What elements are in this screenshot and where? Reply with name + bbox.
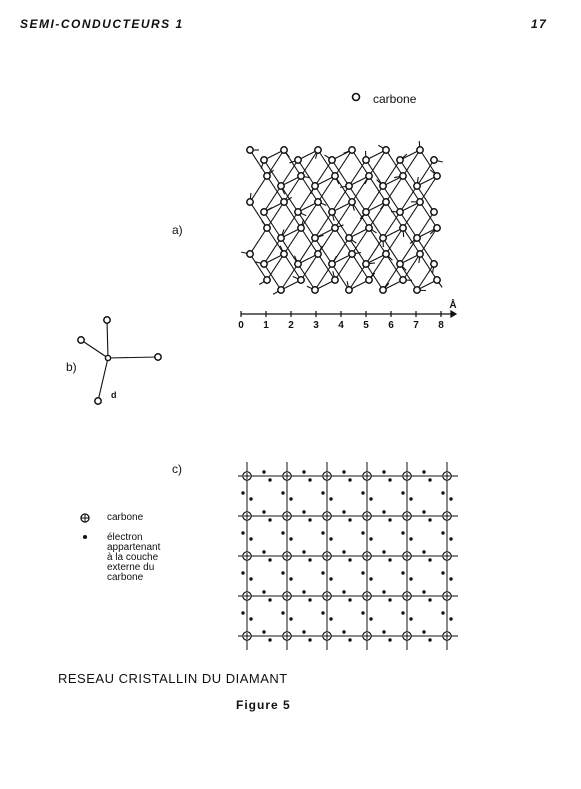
tetra-neighbor-atom xyxy=(78,337,84,343)
electron xyxy=(361,611,364,614)
electron xyxy=(422,470,425,473)
electron xyxy=(342,590,345,593)
electron xyxy=(382,590,385,593)
electron xyxy=(422,630,425,633)
electron xyxy=(321,571,324,574)
scale-tick-label: 3 xyxy=(313,320,319,331)
electron xyxy=(361,571,364,574)
electron xyxy=(302,550,305,553)
tetrahedral-bond-diagram xyxy=(78,317,161,404)
carbon-atom xyxy=(312,287,318,293)
electron xyxy=(348,598,351,601)
electron xyxy=(262,550,265,553)
diamond-lattice-3d xyxy=(241,141,443,294)
electron xyxy=(388,638,391,641)
electron-legend-text xyxy=(107,533,160,583)
electron xyxy=(348,558,351,561)
electron xyxy=(388,598,391,601)
carbon-atom xyxy=(431,157,437,163)
lattice-bond xyxy=(250,228,267,254)
scale-tick-label: 7 xyxy=(413,320,419,331)
electron xyxy=(262,510,265,513)
electron xyxy=(249,537,252,540)
electron-legend-symbol xyxy=(83,535,87,539)
carbon-atom xyxy=(281,199,287,205)
electron xyxy=(281,531,284,534)
lattice-bond xyxy=(250,176,267,202)
electron xyxy=(361,491,364,494)
electron xyxy=(401,531,404,534)
carbon-atom xyxy=(312,235,318,241)
electron xyxy=(329,617,332,620)
carbon-atom xyxy=(261,261,267,267)
carbon-atom xyxy=(315,199,321,205)
carbon-atom xyxy=(380,287,386,293)
electron xyxy=(409,577,412,580)
electron xyxy=(321,531,324,534)
carbon-atom xyxy=(264,225,270,231)
carbon-atom xyxy=(264,173,270,179)
electron xyxy=(329,537,332,540)
electron xyxy=(382,630,385,633)
electron xyxy=(422,550,425,553)
scale-tick-label: 6 xyxy=(388,320,394,331)
running-header: SEMI-CONDUCTEURS 1 xyxy=(20,17,184,31)
electron xyxy=(441,531,444,534)
electron xyxy=(289,617,292,620)
figure-caption-title: RESEAU CRISTALLIN DU DIAMANT xyxy=(58,671,288,686)
carbon-atom xyxy=(261,209,267,215)
carbon-atom xyxy=(247,251,253,257)
carbon-atom xyxy=(366,225,372,231)
electron xyxy=(268,638,271,641)
electron xyxy=(369,497,372,500)
electron xyxy=(388,478,391,481)
tetra-bond xyxy=(107,320,108,358)
electron xyxy=(428,598,431,601)
electron xyxy=(289,497,292,500)
electron xyxy=(342,630,345,633)
electron xyxy=(281,491,284,494)
electron xyxy=(262,590,265,593)
scale-tick-label: 0 xyxy=(238,320,244,331)
electron xyxy=(289,537,292,540)
electron xyxy=(428,638,431,641)
electron xyxy=(428,558,431,561)
electron xyxy=(241,491,244,494)
carbon-atom xyxy=(346,287,352,293)
carbon-atom xyxy=(295,157,301,163)
electron xyxy=(268,518,271,521)
carbon-atom xyxy=(400,173,406,179)
carbon-atom xyxy=(383,251,389,257)
electron xyxy=(249,577,252,580)
carbon-atom xyxy=(315,147,321,153)
figure-number: Figure 5 xyxy=(236,698,291,712)
electron xyxy=(449,577,452,580)
carbon-atom xyxy=(417,199,423,205)
electron xyxy=(268,598,271,601)
carbon-atom xyxy=(332,173,338,179)
electron xyxy=(321,491,324,494)
tetra-neighbor-atom xyxy=(155,354,161,360)
carbon-atom xyxy=(346,235,352,241)
electron xyxy=(329,497,332,500)
electron xyxy=(401,611,404,614)
carbon-legend-symbol-c xyxy=(81,514,89,522)
carbon-atom xyxy=(281,147,287,153)
carbon-atom xyxy=(380,235,386,241)
carbon-atom xyxy=(247,147,253,153)
tetra-neighbor-atom xyxy=(104,317,110,323)
electron xyxy=(241,571,244,574)
carbon-atom xyxy=(247,199,253,205)
electron xyxy=(342,510,345,513)
carbon-atom xyxy=(329,157,335,163)
carbon-atom xyxy=(278,235,284,241)
electron xyxy=(409,617,412,620)
electron xyxy=(308,478,311,481)
carbon-atom xyxy=(431,261,437,267)
electron xyxy=(422,510,425,513)
carbon-legend-label-a: carbone xyxy=(373,92,417,106)
carbon-atom xyxy=(417,251,423,257)
electron xyxy=(342,470,345,473)
carbon-atom xyxy=(298,173,304,179)
carbon-atom xyxy=(349,251,355,257)
electron xyxy=(409,497,412,500)
electron xyxy=(449,617,452,620)
carbon-atom xyxy=(295,261,301,267)
carbon-atom xyxy=(366,173,372,179)
electron xyxy=(369,537,372,540)
electron xyxy=(308,598,311,601)
electron xyxy=(388,558,391,561)
carbon-atom xyxy=(434,173,440,179)
carbon-atom xyxy=(414,235,420,241)
scale-unit-label: Å xyxy=(449,300,457,311)
carbon-atom xyxy=(383,147,389,153)
electron xyxy=(281,611,284,614)
carbon-atom xyxy=(414,287,420,293)
electron-legend-line: à la couche xyxy=(107,552,159,563)
electron xyxy=(441,611,444,614)
part-b-label: b) xyxy=(66,360,77,374)
carbon-atom xyxy=(278,287,284,293)
electron xyxy=(409,537,412,540)
electron xyxy=(302,630,305,633)
carbon-atom xyxy=(332,225,338,231)
electron xyxy=(321,611,324,614)
electron xyxy=(449,497,452,500)
electron xyxy=(361,531,364,534)
electron xyxy=(268,558,271,561)
carbon-atom xyxy=(332,277,338,283)
planar-bond-lattice xyxy=(238,462,458,650)
carbon-atom xyxy=(400,277,406,283)
carbon-atom xyxy=(397,157,403,163)
electron xyxy=(369,617,372,620)
carbon-atom xyxy=(349,147,355,153)
carbon-atom xyxy=(417,147,423,153)
electron xyxy=(422,590,425,593)
electron xyxy=(329,577,332,580)
electron xyxy=(302,470,305,473)
electron xyxy=(302,590,305,593)
electron xyxy=(342,550,345,553)
carbon-atom xyxy=(298,225,304,231)
tetra-bond xyxy=(98,358,108,401)
electron xyxy=(348,518,351,521)
electron xyxy=(428,518,431,521)
angstrom-scale-bar xyxy=(238,298,456,331)
electron xyxy=(308,518,311,521)
scale-arrow xyxy=(451,311,456,317)
electron-legend-line: carbone xyxy=(107,572,144,583)
carbon-atom xyxy=(400,225,406,231)
carbon-atom xyxy=(397,209,403,215)
scale-tick-label: 5 xyxy=(363,320,369,331)
electron xyxy=(382,510,385,513)
carbon-atom xyxy=(329,209,335,215)
tetra-neighbor-atom xyxy=(95,398,101,404)
carbon-atom xyxy=(363,157,369,163)
tetra-center-atom xyxy=(105,355,110,360)
electron xyxy=(262,630,265,633)
carbon-atom xyxy=(315,251,321,257)
scale-tick-label: 8 xyxy=(438,320,444,331)
carbon-atom xyxy=(349,199,355,205)
electron xyxy=(302,510,305,513)
electron xyxy=(449,537,452,540)
bond-length-label: d xyxy=(111,390,117,400)
carbon-atom xyxy=(298,277,304,283)
electron xyxy=(348,638,351,641)
scale-tick-label: 1 xyxy=(263,320,269,331)
carbon-atom xyxy=(295,209,301,215)
carbon-atom xyxy=(366,277,372,283)
electron-legend-line: appartenant xyxy=(107,542,161,553)
carbon-atom xyxy=(363,261,369,267)
electron xyxy=(441,571,444,574)
electron xyxy=(281,571,284,574)
carbon-legend-symbol-a xyxy=(353,94,360,101)
electron xyxy=(241,611,244,614)
tetra-bond xyxy=(108,357,158,358)
electron xyxy=(249,617,252,620)
electron xyxy=(289,577,292,580)
carbon-atom xyxy=(363,209,369,215)
electron xyxy=(308,558,311,561)
carbon-atom xyxy=(397,261,403,267)
scale-tick-label: 2 xyxy=(288,320,294,331)
electron xyxy=(369,577,372,580)
electron xyxy=(249,497,252,500)
electron xyxy=(348,478,351,481)
part-a-label: a) xyxy=(172,223,183,237)
carbon-legend-label-c: carbone xyxy=(107,512,144,523)
carbon-atom xyxy=(261,157,267,163)
carbon-atom xyxy=(414,183,420,189)
electron xyxy=(388,518,391,521)
electron-legend-line: externe du xyxy=(107,562,155,573)
electron xyxy=(428,478,431,481)
tetra-bond xyxy=(81,340,108,358)
electron xyxy=(382,550,385,553)
carbon-atom xyxy=(281,251,287,257)
electron-legend-line: électron xyxy=(107,532,143,543)
carbon-atom xyxy=(380,183,386,189)
electron xyxy=(401,571,404,574)
electron xyxy=(308,638,311,641)
part-c-label: c) xyxy=(172,462,182,476)
electron xyxy=(262,470,265,473)
carbon-atom xyxy=(346,183,352,189)
carbon-atom xyxy=(431,209,437,215)
electron xyxy=(241,531,244,534)
electron xyxy=(401,491,404,494)
carbon-atom xyxy=(278,183,284,189)
carbon-atom xyxy=(434,225,440,231)
carbon-atom xyxy=(329,261,335,267)
carbon-atom xyxy=(312,183,318,189)
electron xyxy=(268,478,271,481)
carbon-atom xyxy=(434,277,440,283)
page-number: 17 xyxy=(531,17,548,31)
electron xyxy=(382,470,385,473)
electron xyxy=(441,491,444,494)
scale-tick-label: 4 xyxy=(338,320,344,331)
carbon-atom xyxy=(264,277,270,283)
carbon-atom xyxy=(383,199,389,205)
